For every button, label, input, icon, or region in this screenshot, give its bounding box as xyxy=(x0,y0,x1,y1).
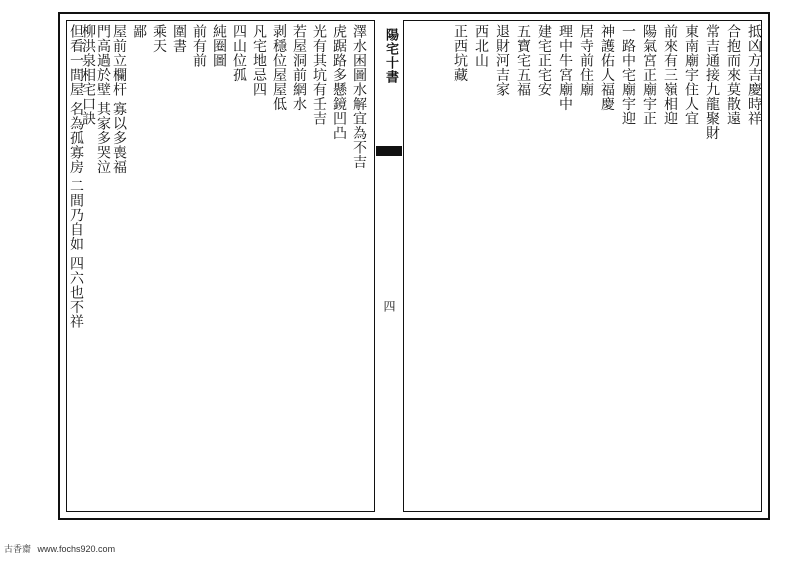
left-column-12: 鄙 xyxy=(131,24,147,39)
left-column-4: 若屋洞前網水 xyxy=(291,24,307,111)
right-column-8: 神護佑人福慶 xyxy=(599,24,615,111)
left-column-16: 但看一間屋 名為孤寡房 二間乃自如 四六也不祥 xyxy=(68,24,84,329)
right-column-2: 合抱而來莫散遠 xyxy=(725,24,741,126)
left-column-11: 乘天 xyxy=(151,24,167,53)
left-column-7: 四山位孤 xyxy=(231,24,247,82)
right-column-12: 五寶宅五福 xyxy=(515,24,531,97)
right-column-9: 居寺前住廟 xyxy=(578,24,594,97)
right-column-4: 東南廟宇住人宜 xyxy=(683,24,699,126)
left-column-8: 純圈圖 xyxy=(211,24,227,68)
left-column-15: 柳洪泉相宅口訣 xyxy=(80,24,96,126)
right-column-1: 抵凶方吉慶時祥 xyxy=(746,24,762,126)
left-column-13: 屋前立欄杆 寡以多喪福 xyxy=(111,24,127,174)
right-column-10: 理中牛宮廟中 xyxy=(557,24,573,111)
left-column-6: 凡宅地忌四 xyxy=(251,24,267,97)
left-column-5: 剥穩位屋屋低 xyxy=(271,24,287,111)
watermark-footer xyxy=(4,542,115,555)
folio-number: 四 xyxy=(382,300,396,312)
site-url: www.fochs920.com xyxy=(37,544,116,554)
left-column-3: 光有其坑有壬吉 xyxy=(311,24,327,126)
left-column-1: 澤水困圖水解宜為不吉 xyxy=(351,24,367,169)
fold-title: 陽宅十書 xyxy=(383,28,398,84)
left-column-9: 前有前 xyxy=(191,24,207,68)
left-column-10: 圍書 xyxy=(171,24,187,53)
site-name: 古香齋 xyxy=(4,544,32,554)
center-fold xyxy=(374,20,404,512)
right-column-14: 西北山 xyxy=(473,24,489,68)
right-column-3: 常吉通接九龍聚財 xyxy=(704,24,720,140)
right-column-6: 陽氣宮正廟宇正 xyxy=(641,24,657,126)
fold-fishtail-mark xyxy=(376,146,402,156)
right-column-13: 退財河吉家 xyxy=(494,24,510,97)
left-column-14: 門高過於壁 其家多哭泣 xyxy=(95,24,111,174)
right-column-5: 前來有三嶺相迎 xyxy=(662,24,678,126)
right-column-15: 正西坑藏 xyxy=(452,24,468,82)
left-column-2: 虎踞路多懸鏡凹凸 xyxy=(331,24,347,140)
right-column-7: 一路中宅廟宇迎 xyxy=(620,24,636,126)
right-column-11: 建宅正宅安 xyxy=(536,24,552,97)
